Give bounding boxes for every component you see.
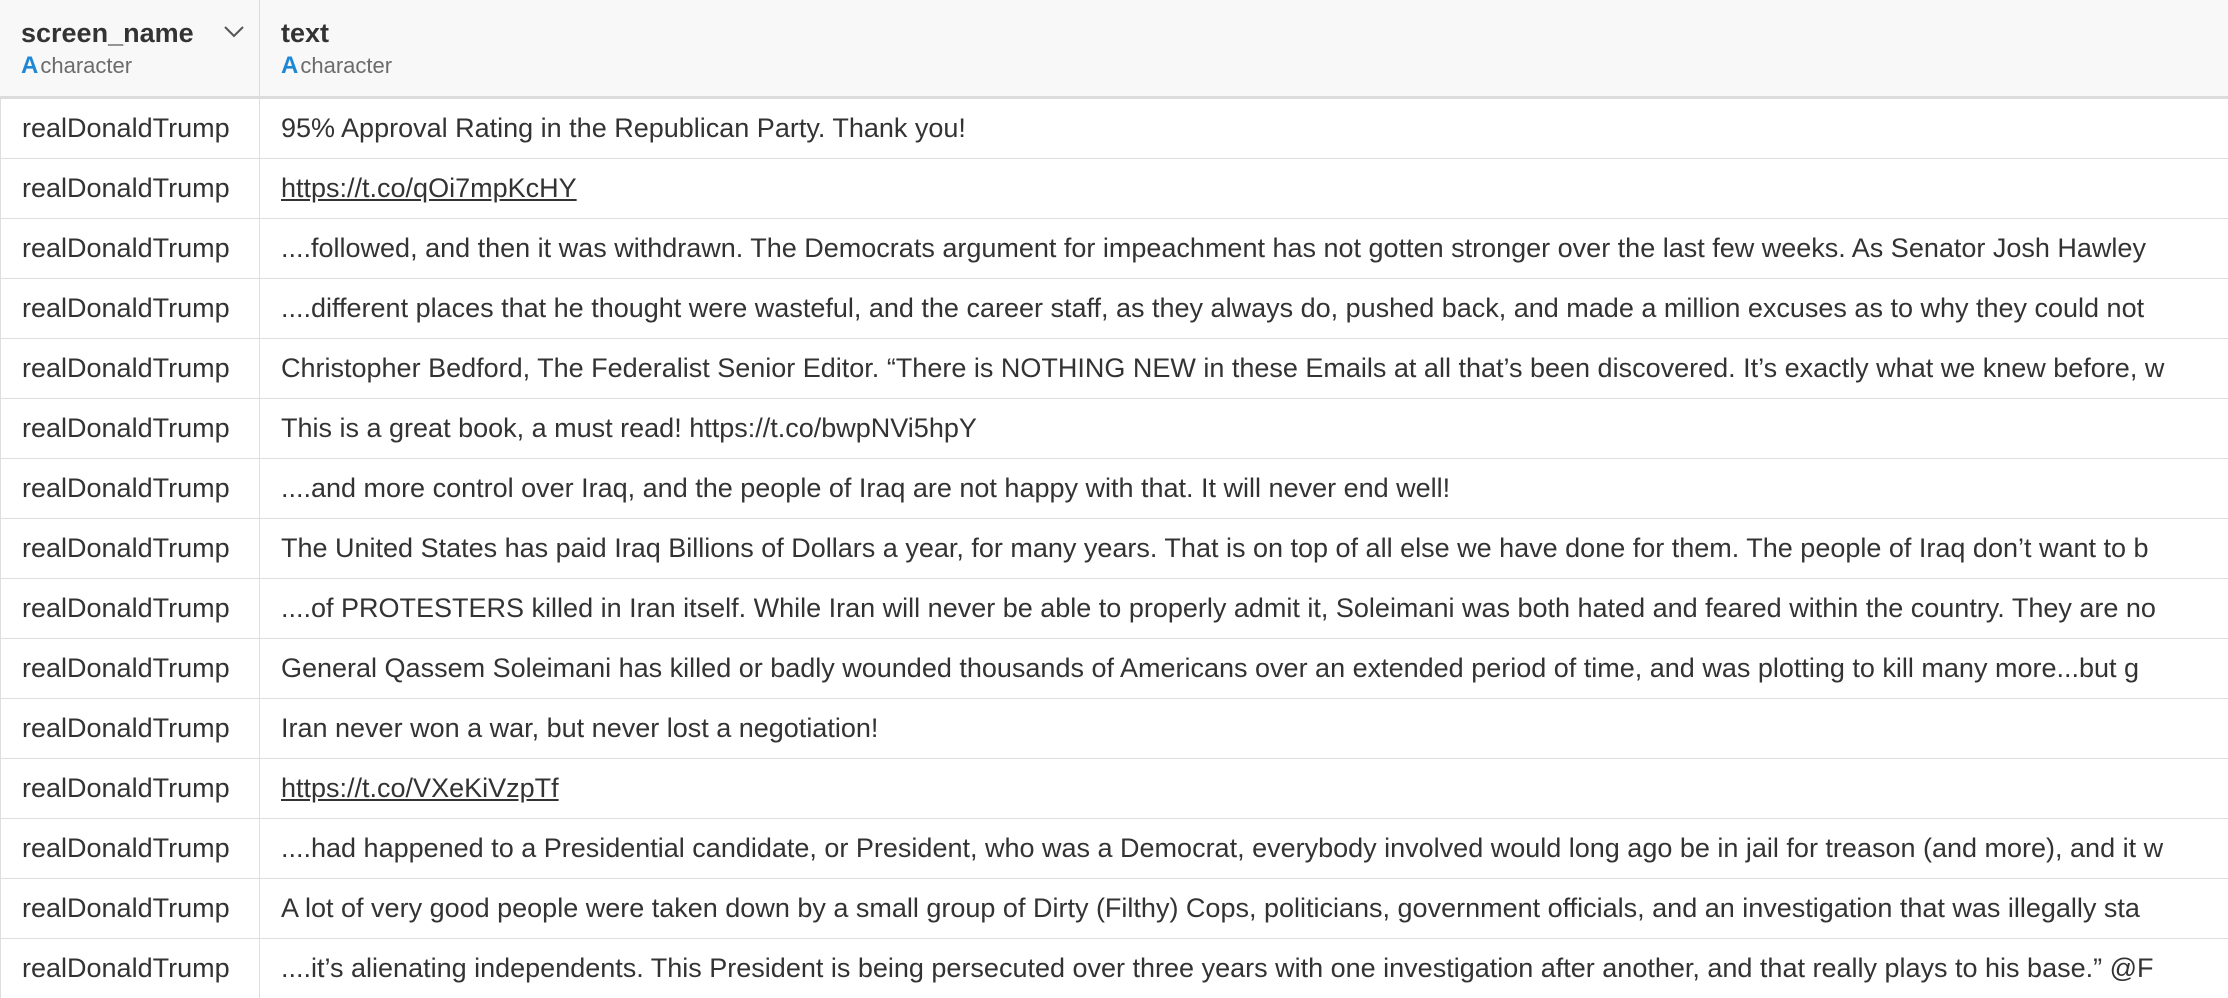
table-row[interactable]: [0, 639, 2228, 699]
cell-text: ....followed, and then it was withdrawn. The Democrats argument for impeachment has not gotten stronger over the last few weeks. As Senator Josh Hawley: [281, 233, 2146, 263]
cell-text: This is a great book, a must read! https://t.co/bwpNVi5hpY: [281, 413, 977, 443]
chevron-down-icon[interactable]: [223, 24, 245, 40]
cell-screen-name: realDonaldTrump: [0, 879, 260, 938]
column-type-label: character: [300, 53, 393, 78]
column-type: [281, 52, 2228, 80]
cell-text: 95% Approval Rating in the Republican Party. Thank you!: [281, 113, 966, 143]
column-header-text[interactable]: [260, 0, 2228, 96]
column-name: text: [281, 18, 330, 48]
cell-screen-name: realDonaldTrump: [0, 819, 260, 878]
cell-text: ....different places that he thought were wasteful, and the career staff, as they always do, pushed back, and made a million excuses as to why they could not: [281, 293, 2145, 323]
cell-screen-name: realDonaldTrump: [0, 339, 260, 398]
grid-header: [0, 0, 2228, 99]
cell-text: A lot of very good people were taken down by a small group of Dirty (Filthy) Cops, politicians, government officials, and an investigation that was illegally sta: [281, 893, 2140, 923]
cell-screen-name: realDonaldTrump: [0, 939, 260, 998]
cell-screen-name: realDonaldTrump: [0, 399, 260, 458]
cell-screen-name: realDonaldTrump: [0, 219, 260, 278]
cell-text: [260, 159, 2228, 218]
table-row[interactable]: [0, 819, 2228, 879]
cell-text: General Qassem Soleimani has killed or badly wounded thousands of Americans over an extended period of time, and was plotting to kill many more...but g: [281, 653, 2140, 683]
cell-text: Christopher Bedford, The Federalist Senior Editor. “There is NOTHING NEW in these Emails at all that’s been discovered. It’s exactly what we knew before, w: [281, 353, 2165, 383]
table-row[interactable]: [0, 219, 2228, 279]
table-row[interactable]: [0, 459, 2228, 519]
cell-screen-name: realDonaldTrump: [0, 459, 260, 518]
table-row[interactable]: [0, 159, 2228, 219]
cell-screen-name: realDonaldTrump: [0, 279, 260, 338]
cell-text: ....had happened to a Presidential candidate, or President, who was a Democrat, everybody involved would long ago be in jail for treason (and more), and it w: [281, 833, 2164, 863]
table-row[interactable]: [0, 399, 2228, 459]
cell-text: [260, 759, 2228, 818]
cell-text: The United States has paid Iraq Billions of Dollars a year, for many years. That is on top of all else we have done for them. The people of Iraq don’t want to b: [281, 533, 2149, 563]
url-link[interactable]: https://t.co/qOi7mpKcHY: [281, 173, 577, 203]
cell-screen-name: realDonaldTrump: [0, 99, 260, 158]
column-header-screen-name[interactable]: [0, 0, 260, 96]
url-link[interactable]: https://t.co/VXeKiVzpTf: [281, 773, 559, 803]
cell-screen-name: realDonaldTrump: [0, 639, 260, 698]
table-row[interactable]: [0, 519, 2228, 579]
column-type: [21, 52, 259, 80]
table-row[interactable]: [0, 279, 2228, 339]
table-row[interactable]: [0, 579, 2228, 639]
column-type-label: character: [40, 53, 133, 78]
cell-screen-name: realDonaldTrump: [0, 519, 260, 578]
cell-text: ....and more control over Iraq, and the people of Iraq are not happy with that. It will never end well!: [281, 473, 1451, 503]
table-row[interactable]: [0, 339, 2228, 399]
table-row[interactable]: [0, 759, 2228, 819]
table-row[interactable]: [0, 939, 2228, 998]
table-row[interactable]: [0, 879, 2228, 939]
cell-text: ....it’s alienating independents. This President is being persecuted over three years with one investigation after another, and that really plays to his base.” @F: [281, 953, 2154, 983]
cell-text: Iran never won a war, but never lost a negotiation!: [281, 713, 879, 743]
cell-text: ....of PROTESTERS killed in Iran itself. While Iran will never be able to properly admit it, Soleimani was both hated and feared within the country. They are no: [281, 593, 2156, 623]
cell-screen-name: realDonaldTrump: [0, 759, 260, 818]
table-row[interactable]: [0, 699, 2228, 759]
cell-screen-name: realDonaldTrump: [0, 579, 260, 638]
cell-screen-name: realDonaldTrump: [0, 699, 260, 758]
cell-screen-name: realDonaldTrump: [0, 159, 260, 218]
character-type-icon: A: [281, 52, 299, 79]
column-name: screen_name: [21, 18, 194, 48]
character-type-icon: A: [21, 52, 39, 79]
grid-body: [0, 99, 2228, 998]
table-row[interactable]: [0, 99, 2228, 159]
